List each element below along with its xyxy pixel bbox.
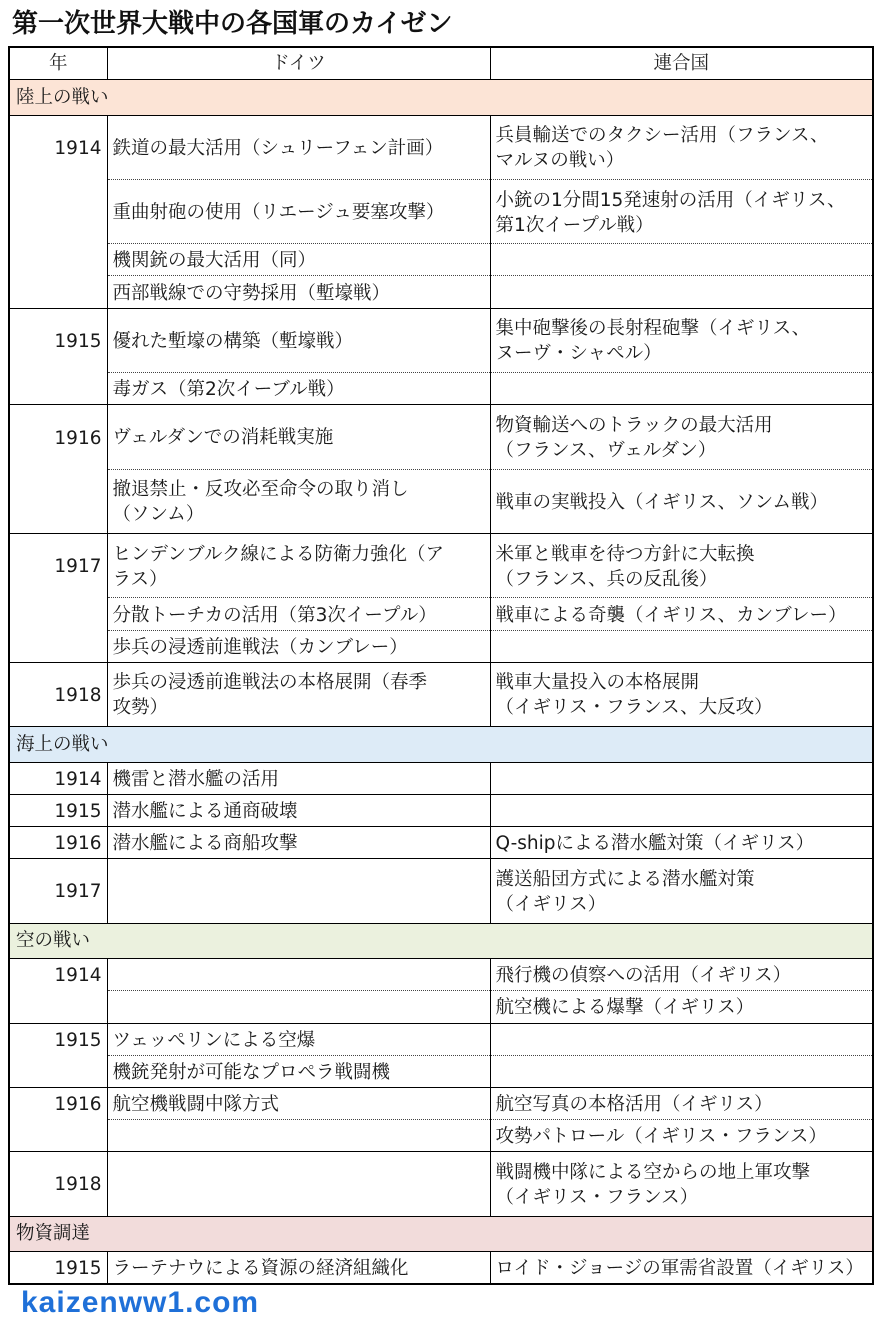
- allies-cell: [490, 762, 873, 794]
- germany-text-line: 航空機戦闘中隊方式: [112, 1093, 280, 1115]
- germany-text-line: 攻勢）: [112, 697, 169, 719]
- allies-cell: [490, 244, 873, 276]
- germany-cell: [107, 794, 490, 826]
- year-cell: 1918: [9, 662, 107, 726]
- year-cell: 1916: [9, 827, 107, 859]
- germany-cell: [107, 1252, 490, 1284]
- allies-text-line: 物資輸送へのトラックの最大活用: [495, 414, 773, 436]
- allies-text-line: （フランス、兵の反乱後）: [495, 568, 718, 590]
- germany-cell: [107, 1087, 490, 1119]
- table-row: [9, 662, 873, 726]
- germany-text-line: 重曲射砲の使用（リエージュ要塞攻撃）: [112, 202, 445, 224]
- year-cell: [9, 630, 107, 662]
- allies-cell: [490, 1023, 873, 1055]
- germany-cell: [107, 373, 490, 405]
- germany-cell: [107, 244, 490, 276]
- germany-cell: [107, 1120, 490, 1152]
- allies-text-line: 米軍と戦車を待つ方針に大転換: [495, 543, 755, 565]
- year-cell: 1917: [9, 859, 107, 923]
- germany-cell: [107, 469, 490, 533]
- table-row: [9, 762, 873, 794]
- table-row: [9, 598, 873, 630]
- table-header-row: [9, 47, 873, 80]
- germany-text-line: 歩兵の浸透前進戦法（カンブレー）: [112, 636, 408, 658]
- allies-cell: [490, 534, 873, 598]
- table-body: [9, 80, 873, 1284]
- allies-cell: [490, 991, 873, 1023]
- year-cell: 1916: [9, 1087, 107, 1119]
- year-cell: 1918: [9, 1152, 107, 1216]
- allies-cell: [490, 1087, 873, 1119]
- table-row: [9, 1055, 873, 1087]
- allies-text-line: 攻勢パトロール（イギリス・フランス）: [495, 1126, 827, 1148]
- allies-text-line: 兵員輸送でのタクシー活用（フランス、: [495, 125, 829, 147]
- allies-text-line: （イギリス・フランス）: [495, 1186, 699, 1208]
- year-cell: [9, 276, 107, 308]
- allies-text-line: 航空機による爆撃（イギリス）: [495, 997, 755, 1019]
- allies-cell: [490, 630, 873, 662]
- year-cell: 1914: [9, 115, 107, 179]
- allies-text-line: 戦車の実戦投入（イギリス、ソンム戦）: [495, 491, 828, 513]
- table-row: [9, 1087, 873, 1119]
- allies-text-line: 飛行機の偵察への活用（イギリス）: [495, 965, 792, 987]
- germany-cell: [107, 276, 490, 308]
- year-cell: 1914: [9, 959, 107, 991]
- allies-text-line: マルヌの戦い）: [495, 150, 625, 172]
- site-url: kaizenww1.com: [21, 1286, 260, 1319]
- table-row: [9, 794, 873, 826]
- germany-cell: [107, 827, 490, 859]
- table-row: [9, 959, 873, 991]
- table-row: [9, 308, 873, 372]
- allies-cell: [490, 405, 873, 469]
- table-row: [9, 1023, 873, 1055]
- germany-text-line: 撤退禁止・反攻必至命令の取り消し: [112, 479, 409, 501]
- allies-text-line: 戦車による奇襲（イギリス、カンブレー）: [495, 604, 847, 626]
- germany-text-line: 潜水艦による商船攻撃: [112, 833, 298, 855]
- header-allies: 連合国: [490, 47, 873, 80]
- germany-text-line: 機銃発射が可能なプロペラ戦闘機: [112, 1061, 391, 1083]
- allies-cell: [490, 1055, 873, 1087]
- year-cell: 1917: [9, 534, 107, 598]
- allies-cell: [490, 308, 873, 372]
- germany-text-line: 分散トーチカの活用（第3次イープル）: [112, 604, 437, 626]
- germany-cell: [107, 762, 490, 794]
- germany-text-line: 機関銃の最大活用（同）: [112, 250, 317, 272]
- table-row: [9, 373, 873, 405]
- germany-cell: [107, 179, 490, 243]
- allies-text-line: ロイド・ジョージの軍需省設置（イギリス）: [495, 1257, 864, 1279]
- header-germany: ドイツ: [107, 47, 490, 80]
- year-cell: [9, 469, 107, 533]
- year-cell: [9, 598, 107, 630]
- section-title: 海上の戦い: [9, 727, 873, 763]
- table-row: [9, 115, 873, 179]
- germany-text-line: ツェッペリンによる空爆: [112, 1029, 316, 1051]
- section-title: 物資調達: [9, 1216, 873, 1252]
- germany-cell: [107, 534, 490, 598]
- allies-cell: [490, 469, 873, 533]
- year-cell: 1915: [9, 308, 107, 372]
- table-row: [9, 276, 873, 308]
- year-cell: [9, 179, 107, 243]
- section-row: [9, 923, 873, 959]
- germany-cell: [107, 959, 490, 991]
- page-title: 第一次世界大戦中の各国軍のカイゼン: [12, 9, 453, 39]
- section-title: 陸上の戦い: [9, 80, 873, 116]
- germany-text-line: 歩兵の浸透前進戦法の本格展開（春季: [112, 672, 428, 694]
- allies-text-line: （イギリス・フランス、大反攻）: [495, 697, 773, 719]
- germany-text-line: 毒ガス（第2次イーブル戦）: [112, 379, 345, 401]
- table-row: [9, 1252, 873, 1284]
- year-cell: [9, 1055, 107, 1087]
- allies-cell: [490, 794, 873, 826]
- section-row: [9, 727, 873, 763]
- year-cell: 1915: [9, 794, 107, 826]
- germany-text-line: （ソンム）: [112, 504, 205, 526]
- germany-cell: [107, 308, 490, 372]
- allies-cell: [490, 179, 873, 243]
- year-cell: 1915: [9, 1023, 107, 1055]
- allies-cell: [490, 1152, 873, 1216]
- year-cell: 1915: [9, 1252, 107, 1284]
- table-row: [9, 1120, 873, 1152]
- table-row: [9, 630, 873, 662]
- germany-cell: [107, 405, 490, 469]
- germany-cell: [107, 662, 490, 726]
- germany-text-line: 優れた塹壕の構築（塹壕戦）: [112, 330, 354, 352]
- section-row: [9, 1216, 873, 1252]
- germany-cell: [107, 991, 490, 1023]
- germany-cell: [107, 598, 490, 630]
- germany-cell: [107, 1023, 490, 1055]
- allies-cell: [490, 115, 873, 179]
- allies-cell: [490, 1252, 873, 1284]
- germany-cell: [107, 630, 490, 662]
- table-row: [9, 179, 873, 243]
- allies-text-line: （フランス、ヴェルダン）: [495, 439, 717, 461]
- germany-text-line: ヴェルダンでの消耗戦実施: [112, 427, 334, 449]
- table-row: [9, 534, 873, 598]
- allies-text-line: （イギリス）: [495, 893, 607, 915]
- allies-text-line: 小銃の1分間15発速射の活用（イギリス、: [495, 189, 846, 211]
- allies-text-line: 航空写真の本格活用（イギリス）: [495, 1093, 773, 1115]
- year-cell: [9, 991, 107, 1023]
- allies-cell: [490, 598, 873, 630]
- germany-text-line: 機雷と潜水艦の活用: [112, 768, 280, 790]
- year-cell: [9, 1120, 107, 1152]
- year-cell: [9, 373, 107, 405]
- year-cell: [9, 244, 107, 276]
- allies-text-line: 戦闘機中隊による空からの地上軍攻撃: [495, 1161, 811, 1183]
- allies-cell: [490, 276, 873, 308]
- table-row: [9, 469, 873, 533]
- allies-cell: [490, 373, 873, 405]
- table-row: [9, 405, 873, 469]
- allies-text-line: 第1次イープル戦）: [495, 214, 654, 236]
- table-row: [9, 827, 873, 859]
- germany-text-line: 鉄道の最大活用（シュリーフェン計画）: [112, 137, 444, 159]
- table-row: [9, 244, 873, 276]
- germany-text-line: ヒンデンブルク線による防衛力強化（ア: [112, 543, 445, 565]
- allies-cell: [490, 959, 873, 991]
- header-year: 年: [9, 47, 107, 80]
- germany-cell: [107, 115, 490, 179]
- table-row: [9, 859, 873, 923]
- germany-text-line: 潜水艦による通商破壊: [112, 800, 298, 822]
- table-row: [9, 1152, 873, 1216]
- germany-cell: [107, 859, 490, 923]
- allies-cell: [490, 662, 873, 726]
- allies-cell: [490, 827, 873, 859]
- germany-text-line: ラス）: [112, 568, 168, 590]
- allies-text-line: 戦車大量投入の本格展開: [495, 672, 700, 694]
- germany-cell: [107, 1152, 490, 1216]
- year-cell: 1914: [9, 762, 107, 794]
- germany-text-line: ラーテナウによる資源の経済組織化: [112, 1257, 409, 1279]
- year-cell: 1916: [9, 405, 107, 469]
- allies-text-line: Q-shipによる潜水艦対策（イギリス）: [495, 833, 815, 855]
- allies-text-line: 集中砲撃後の長射程砲撃（イギリス、: [495, 318, 811, 340]
- section-title: 空の戦い: [9, 923, 873, 959]
- allies-text-line: ヌーヴ・シャペル）: [495, 343, 662, 365]
- germany-cell: [107, 1055, 490, 1087]
- improvements-table: [8, 46, 874, 1285]
- allies-cell: [490, 1120, 873, 1152]
- section-row: [9, 80, 873, 116]
- allies-text-line: 護送船団方式による潜水艦対策: [495, 868, 755, 890]
- allies-cell: [490, 859, 873, 923]
- table-row: [9, 991, 873, 1023]
- germany-text-line: 西部戦線での守勢採用（塹壕戦）: [112, 282, 391, 304]
